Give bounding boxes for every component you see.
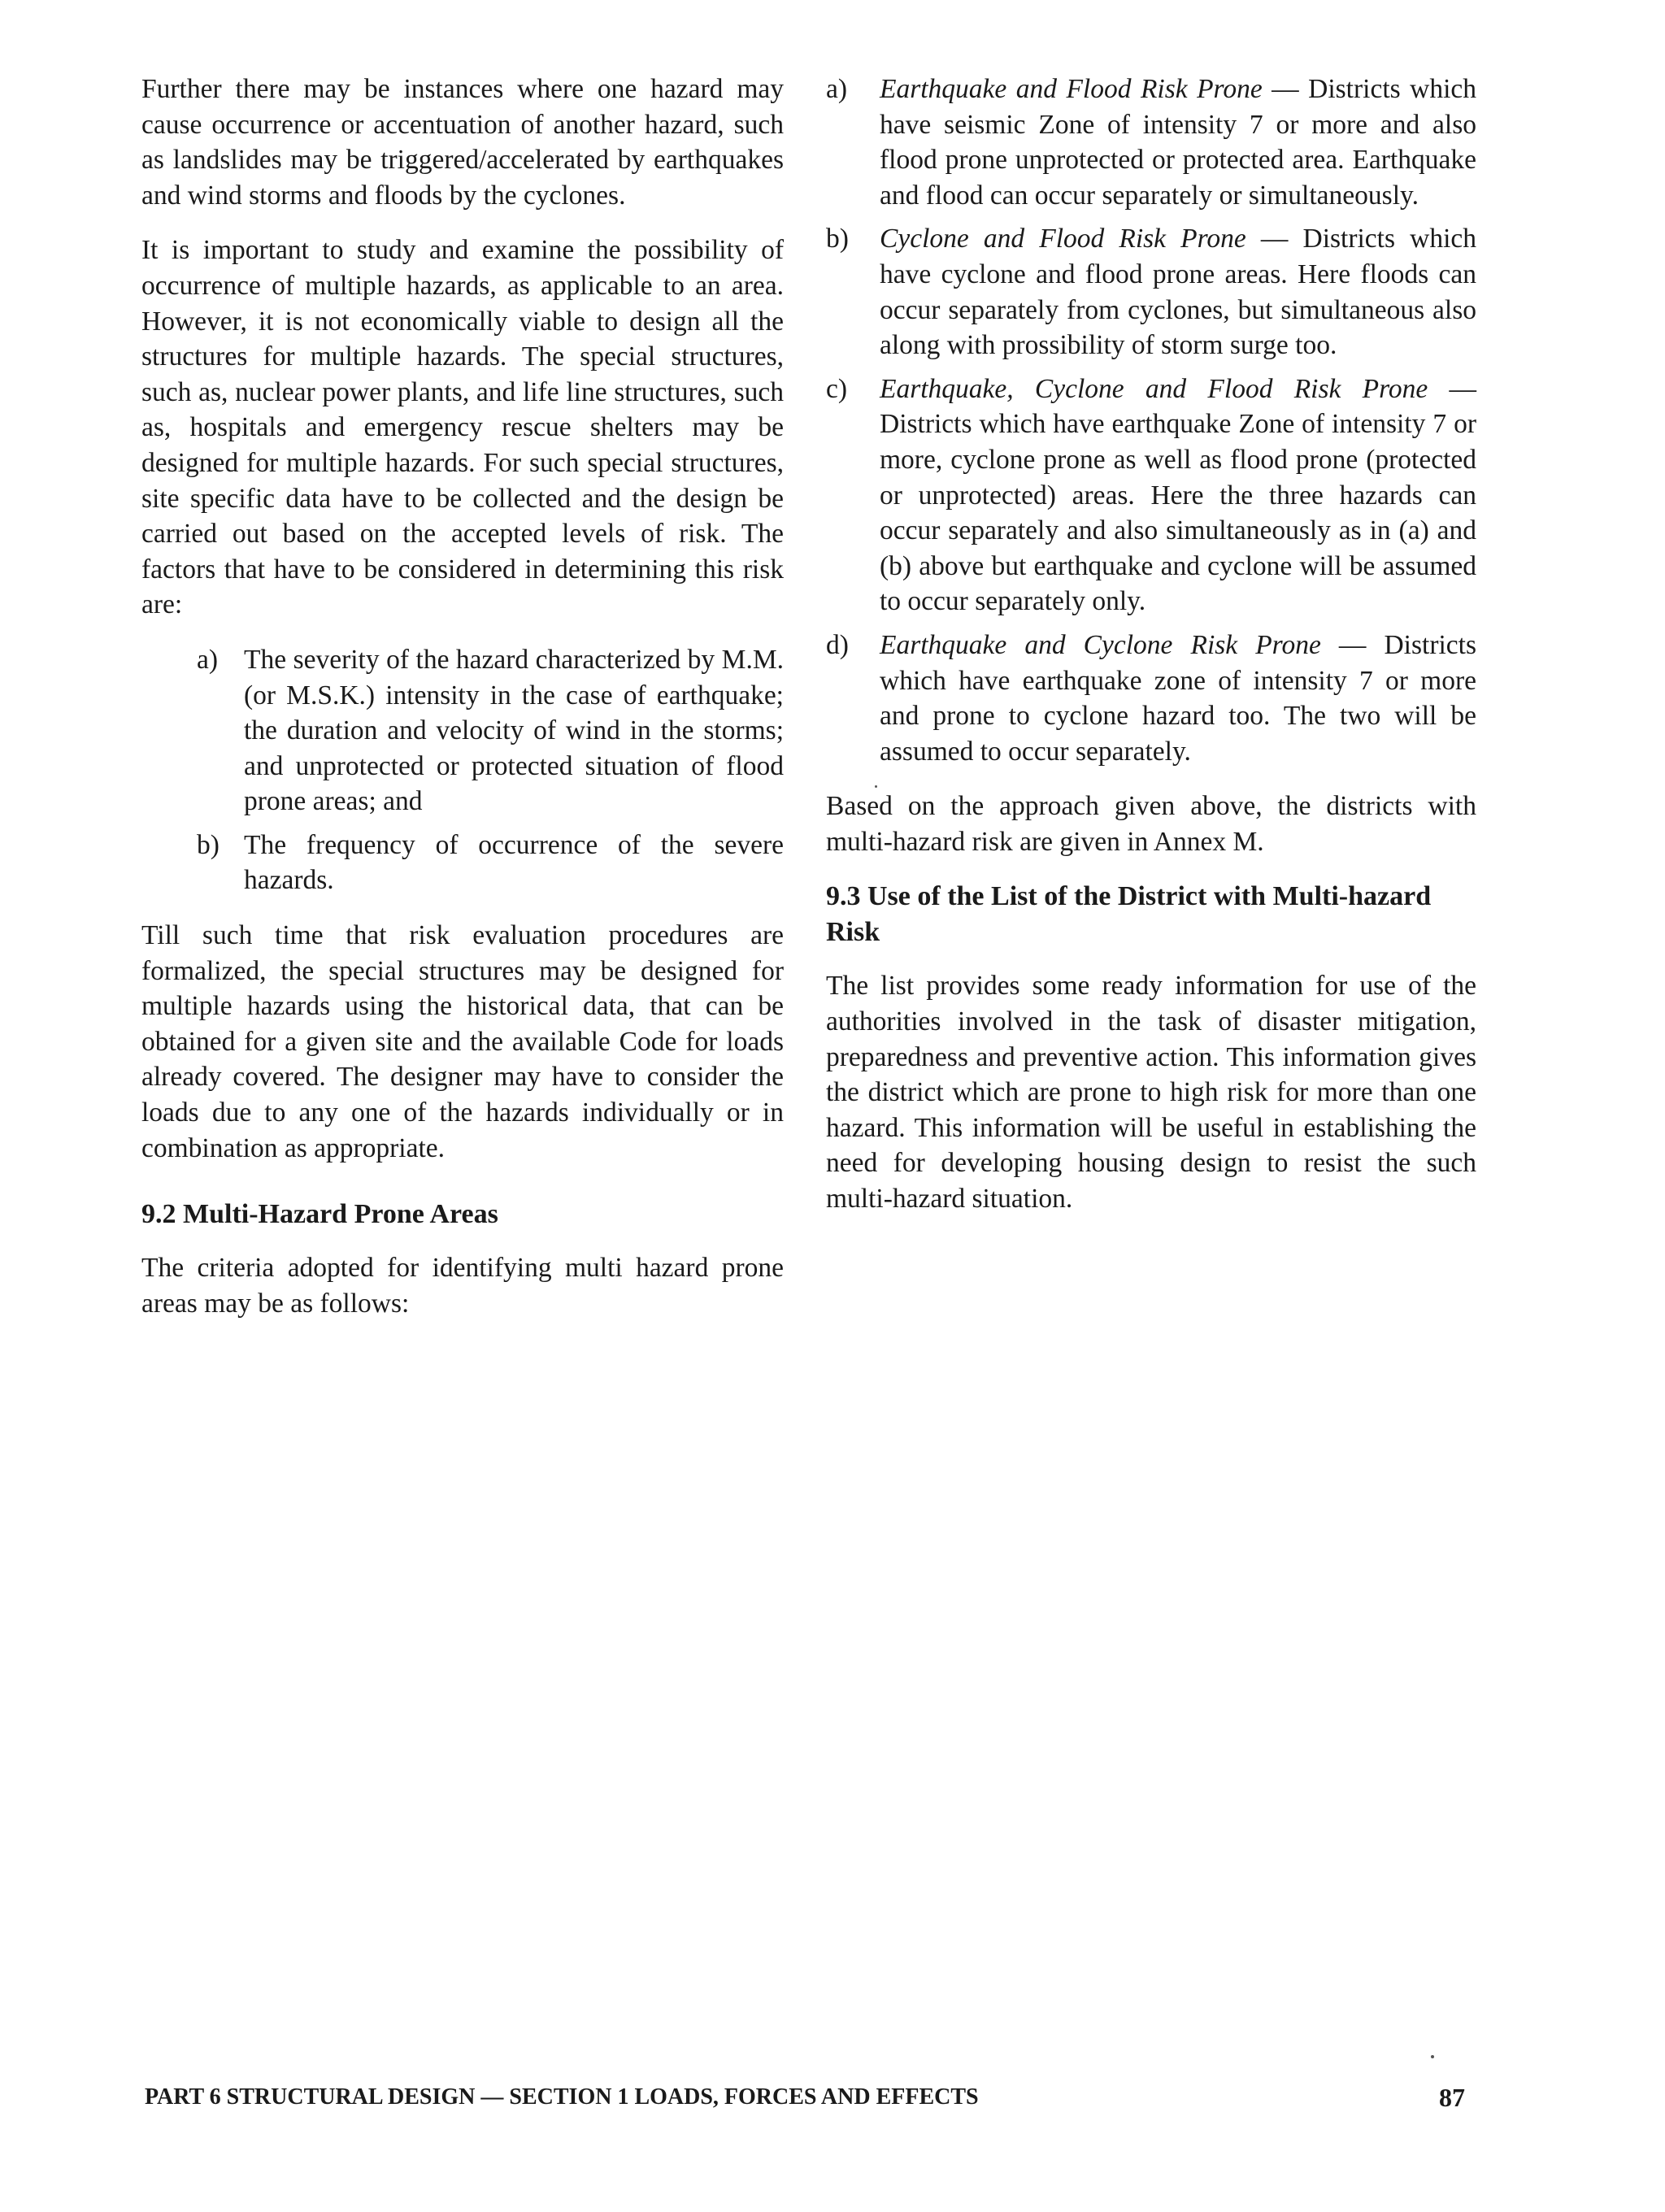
list-item-text: The severity of the hazard characterized by M.M. (or M.S.K.) intensity in the case of earthquake; the duration and velocity of wind in the storms; and unprotected or protected situation of flood prone areas; and: [244, 644, 784, 817]
criterion-description: — Districts which have cyclone and flood prone areas. Here floods can occur separately from cyclones, but simultaneous also along with prossibility of storm surge too.: [880, 224, 1476, 361]
hazard-criteria-list: [826, 72, 1476, 769]
list-item: [826, 72, 1476, 213]
list-item-text: [880, 72, 1476, 213]
list-marker: a): [197, 644, 219, 675]
section-heading-9-3: 9.3 Use of the List of the District with Multi-hazard Risk: [826, 881, 1432, 948]
risk-factors-list: [141, 642, 784, 898]
list-marker: c): [826, 373, 848, 404]
list-item-text: [880, 372, 1476, 619]
section-heading-9-2: 9.2 Multi-Hazard Prone Areas: [141, 1199, 498, 1230]
list-marker: a): [826, 74, 848, 104]
criterion-title: Cyclone and Flood Risk Prone: [880, 224, 1246, 254]
list-marker: b): [826, 224, 849, 254]
list-marker: b): [197, 829, 220, 860]
paragraph-criteria-intro: The criteria adopted for identifying multi hazard prone areas may be as follows:: [141, 1253, 784, 1319]
list-item: [141, 828, 784, 898]
scan-speck: [875, 785, 877, 788]
right-column: [826, 72, 1476, 1236]
paragraph-list-use: The list provides some ready information for use of the authorities involved in the task of disaster mitigation, preparedness and preventive action. This information gives the district which are prone to high risk for more than one hazard. This information will be useful in establishing the need for developing housing design to resist the such multi-hazard situation.: [826, 971, 1476, 1215]
paragraph-annex-reference: Based on the approach given above, the districts with multi-hazard risk are given in Annex M.: [826, 791, 1476, 857]
paragraph-study-multiple-hazards: It is important to study and examine the possibility of occurrence of multiple hazards, as applicable to an area. However, it is not economically viable to design all the structures for multiple hazards. The special structures, such as, nuclear power plants, and life line structures, such as, hospitals and emergency rescue shelters may be designed for multiple hazards. For such special structures, site specific data have to be collected and the design be carried out based on the accepted levels of risk. The factors that have to be considered in determining this risk are:: [141, 235, 784, 620]
list-item-text: The frequency of occurrence of the severe hazards.: [244, 829, 784, 896]
page-footer: [145, 2081, 1483, 2122]
list-item: [826, 628, 1476, 769]
criterion-title: Earthquake and Cyclone Risk Prone: [880, 629, 1321, 660]
scan-speck: [1431, 2055, 1434, 2058]
paragraph-multiple-hazard-instances: Further there may be instances where one hazard may cause occurrence or accentuation of another hazard, such as landslides may be triggered/accelerated by earthquakes and wind storms and floods by the cyclones.: [141, 74, 784, 211]
left-column: [141, 72, 784, 1341]
list-item: [826, 372, 1476, 619]
criterion-description: — Districts which have earthquake Zone of intensity 7 or more, cyclone prone as well as flood prone (protected or unprotected) areas. Here the three hazards can occur separately and also simultaneously as in (a) and (b) above but earthquake and cyclone will be assumed to occur separately only.: [880, 373, 1476, 617]
list-item: [141, 642, 784, 819]
list-item: [826, 221, 1476, 363]
list-marker: d): [826, 629, 849, 660]
criterion-description: — Districts which have seismic Zone of intensity 7 or more and also flood prone unprotected or protected area. Earthquake and flood can occur separately or simultaneously.: [880, 74, 1476, 211]
list-item-text: [880, 628, 1476, 769]
paragraph-risk-evaluation: Till such time that risk evaluation procedures are formalized, the special structures may be designed for multiple hazards using the historical data, that can be obtained for a given site and the available Code for loads already covered. The designer may have to consider the loads due to any one of the hazards individually or in combination as appropriate.: [141, 920, 784, 1163]
list-item-text: [880, 221, 1476, 363]
footer-section-title: PART 6 STRUCTURAL DESIGN — SECTION 1 LOADS, FORCES AND EFFECTS: [145, 2084, 979, 2110]
page-number: 87: [1439, 2083, 1465, 2112]
criterion-description: — Districts which have earthquake zone of intensity 7 or more and prone to cyclone hazard too. The two will be assumed to occur separately.: [880, 629, 1476, 767]
criterion-title: Earthquake and Flood Risk Prone: [880, 74, 1263, 104]
criterion-title: Earthquake, Cyclone and Flood Risk Prone: [880, 373, 1428, 404]
